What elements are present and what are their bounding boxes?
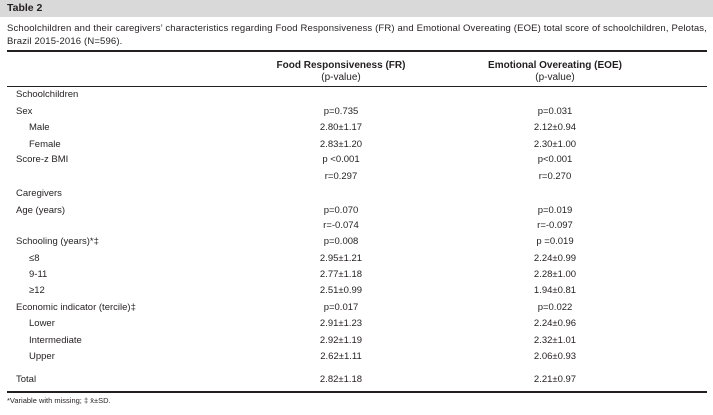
fr-value: 2.80±1.17 [319,122,363,133]
table-row [0,188,713,203]
table-row [0,318,713,333]
table-title-bar [0,0,713,17]
table-row [0,122,713,137]
fr-value: 2.77±1.18 [319,269,363,280]
row-label: Economic indicator (tercile)‡ [16,302,136,313]
eoe-value: 2.30±1.00 [533,139,577,150]
table-caption: Schoolchildren and their caregivers’ characteristics regarding Food Responsiveness (FR) and Emotional Overeating (EOE) total score of schoolchildren, Pelotas, Brazil 2015-2016 (N=596). [7,23,707,47]
eoe-column-title: Emotional Overeating (EOE) [488,60,622,71]
row-label: Sex [16,106,33,117]
table-row [0,171,713,186]
fr-column-subtitle: (p-value) [321,72,361,83]
eoe-value: 2.28±1.00 [533,269,577,280]
table-row [0,139,713,154]
table-label: Table 2 [7,2,43,14]
table-row [0,374,713,389]
eoe-column-header [460,60,650,84]
fr-value: 2.83±1.20 [319,139,363,150]
fr-value: 2.95±1.21 [319,253,363,264]
table-row [0,335,713,350]
row-label: Intermediate [29,335,82,346]
table-row [0,154,713,169]
fr-value: p=0.008 [323,236,359,247]
fr-value: r=0.297 [324,171,358,182]
eoe-column-subtitle: (p-value) [535,72,575,83]
table-row [0,253,713,268]
top-rule [7,50,707,52]
fr-value: r=-0.074 [323,220,359,231]
table-row [0,285,713,300]
table-row [0,89,713,104]
fr-value: 2.51±0.99 [319,285,363,296]
row-label: Female [29,139,61,150]
bottom-rule [7,391,707,393]
eoe-value: 2.24±0.99 [533,253,577,264]
row-label: Lower [29,318,55,329]
eoe-value: 2.06±0.93 [533,351,577,362]
table-row [0,205,713,220]
table-row [0,302,713,317]
table-row [0,236,713,251]
eoe-value: p=0.022 [537,302,573,313]
row-label: ≥12 [29,285,45,296]
row-label: Total [16,374,37,385]
table-footnote: *Variable with missing; ‡ x̄±SD. [7,396,111,405]
fr-value: 2.82±1.18 [319,374,363,385]
row-label: Score-z BMI [16,154,69,165]
row-label: Schoolchildren [16,89,79,100]
eoe-value: p=0.019 [537,205,573,216]
table-row [0,351,713,366]
fr-value: p=0.735 [323,106,359,117]
table-row [0,269,713,284]
eoe-value: 1.94±0.81 [533,285,577,296]
header-rule [7,86,707,87]
fr-column-title: Food Responsiveness (FR) [276,60,406,71]
eoe-value: 2.12±0.94 [533,122,577,133]
eoe-value: 2.21±0.97 [533,374,577,385]
eoe-value: r=-0.097 [537,220,573,231]
row-label: Male [29,122,50,133]
row-label: Schooling (years)*‡ [16,236,99,247]
eoe-value: p=0.031 [537,106,573,117]
fr-value: p=0.017 [323,302,359,313]
row-label: ≤8 [29,253,40,264]
fr-value: p=0.070 [323,205,359,216]
fr-value: 2.92±1.19 [319,335,363,346]
row-label: Upper [29,351,55,362]
eoe-value: 2.32±1.01 [533,335,577,346]
eoe-value: p<0.001 [537,154,573,165]
eoe-value: r=0.270 [538,171,572,182]
eoe-value: p =0.019 [536,236,574,247]
row-label: Caregivers [16,188,62,199]
eoe-value: 2.24±0.96 [533,318,577,329]
row-label: Age (years) [16,205,66,216]
row-label: 9-11 [29,269,48,280]
fr-value: 2.62±1.11 [320,351,362,362]
fr-value: 2.91±1.23 [319,318,363,329]
fr-column-header [246,60,436,84]
table-row [0,106,713,121]
fr-value: p <0.001 [322,154,360,165]
table-row [0,220,713,235]
